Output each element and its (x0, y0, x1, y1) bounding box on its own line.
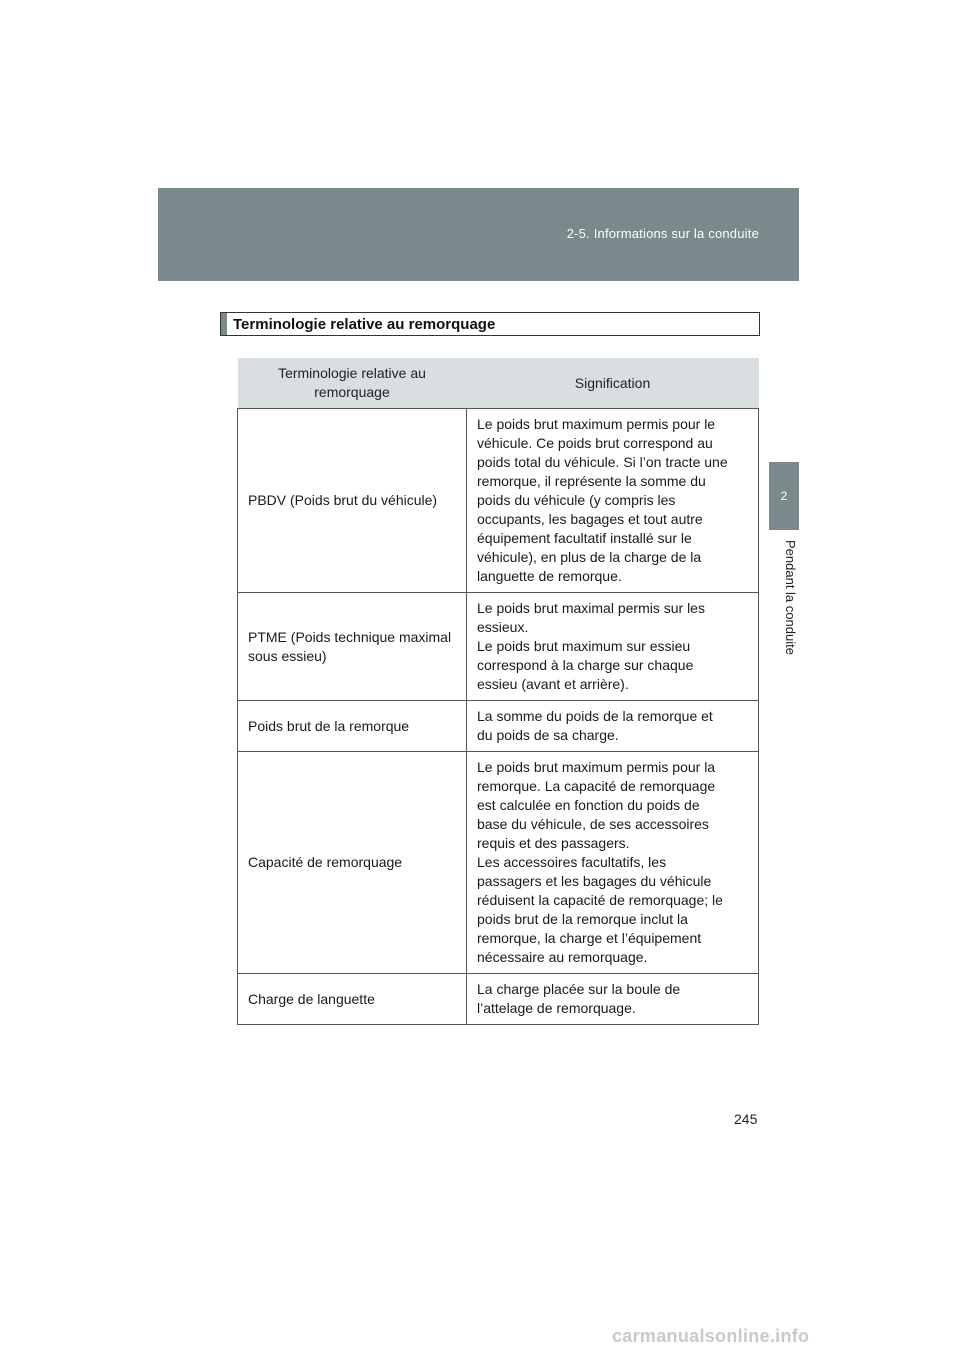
table-row (238, 752, 759, 974)
table-row (238, 701, 759, 752)
meaning-cell: Le poids brut maximal permis sur les essieux. Le poids brut maximum sur essieu correspond à la charge sur chaque essieu (avant et arrière). (467, 593, 759, 701)
chapter-section-title: 2-5. Informations sur la conduite (566, 226, 759, 241)
watermark: carmanualsonline.info (612, 1326, 810, 1346)
chapter-header (158, 188, 799, 281)
meaning-cell: La charge placée sur la boule de l’attelage de remorquage. (467, 974, 759, 1025)
meaning-cell: Le poids brut maximum permis pour la remorque. La capacité de remorquage est calculée en fonction du poids de base du véhicule, de ses accessoires requis et des passagers. Les accessoires facultatifs, les passagers et les bagages du véhicule réduisent la capacité de remorquage; le poids brut de la remorque inclut la remorque, la charge et l’équipement nécessaire au remorquage. (467, 752, 759, 974)
table-header-row (238, 358, 759, 409)
section-title-text: Terminologie relative au remorquage (233, 315, 496, 333)
table-row (238, 974, 759, 1025)
chapter-tab-label: Pendant la conduite (783, 540, 798, 655)
term-cell: Charge de languette (238, 974, 467, 1025)
chapter-tab-number: 2 (769, 462, 799, 530)
section-title (220, 312, 760, 336)
table-header-meaning: Signification (467, 358, 759, 409)
meaning-cell: La somme du poids de la remorque et du poids de sa charge. (467, 701, 759, 752)
table-header-term: Terminologie relative au remorquage (238, 358, 467, 409)
terminology-table (237, 358, 759, 1025)
table-row (238, 593, 759, 701)
term-cell: Capacité de remorquage (238, 752, 467, 974)
term-cell: Poids brut de la remorque (238, 701, 467, 752)
meaning-cell: Le poids brut maximum permis pour le véhicule. Ce poids brut correspond au poids total du véhicule. Si l’on tracte une remorque, il représente la somme du poids du véhicule (y compris les occupants, les bagages et tout autre équipement facultatif installé sur le véhicule), en plus de la charge de la languette de remorque. (467, 409, 759, 593)
page-number: 245 (734, 1111, 758, 1127)
section-title-bar (221, 313, 227, 335)
term-cell: PTME (Poids technique maximal sous essieu) (238, 593, 467, 701)
term-cell: PBDV (Poids brut du véhicule) (238, 409, 467, 593)
table-row (238, 409, 759, 593)
